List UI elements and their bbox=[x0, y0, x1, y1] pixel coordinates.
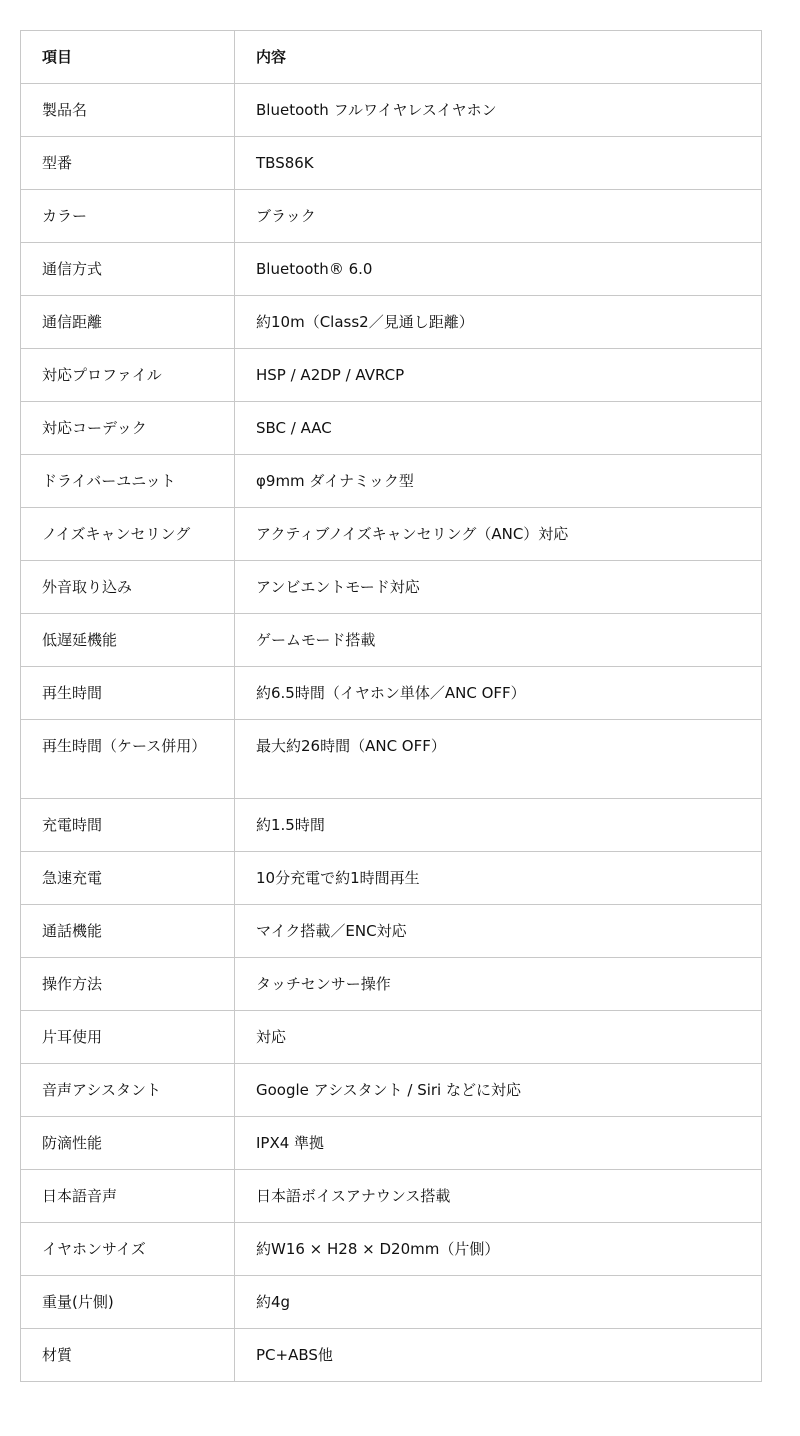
column-header-content: 内容 bbox=[235, 31, 762, 84]
spec-value-cell bbox=[235, 137, 762, 190]
spec-value-cell bbox=[235, 84, 762, 137]
table-row bbox=[21, 1117, 762, 1170]
table-row bbox=[21, 667, 762, 720]
spec-value: SBC / AAC bbox=[256, 419, 332, 437]
spec-label-cell bbox=[21, 1170, 235, 1223]
spec-label: 防滴性能 bbox=[42, 1134, 103, 1152]
spec-value: 最大約26時間（ANC OFF） bbox=[256, 737, 446, 755]
table-row bbox=[21, 1064, 762, 1117]
spec-label: ドライバーユニット bbox=[42, 472, 176, 490]
spec-label: 操作方法 bbox=[42, 975, 103, 993]
spec-label-cell bbox=[21, 1064, 235, 1117]
spec-value: アンビエントモード対応 bbox=[256, 578, 420, 596]
spec-label: 急速充電 bbox=[42, 869, 103, 887]
spec-value-cell bbox=[235, 1276, 762, 1329]
spec-value-cell bbox=[235, 402, 762, 455]
spec-label-cell bbox=[21, 349, 235, 402]
table-row bbox=[21, 243, 762, 296]
spec-label-cell bbox=[21, 667, 235, 720]
spec-value: Bluetooth フルワイヤレスイヤホン bbox=[256, 101, 497, 119]
spec-label-cell bbox=[21, 508, 235, 561]
table-row bbox=[21, 455, 762, 508]
spec-label-cell bbox=[21, 852, 235, 905]
spec-value-cell bbox=[235, 455, 762, 508]
spec-value: PC+ABS他 bbox=[256, 1346, 333, 1364]
spec-value: ゲームモード搭載 bbox=[256, 631, 376, 649]
spec-label-cell bbox=[21, 1011, 235, 1064]
table-row bbox=[21, 137, 762, 190]
table-row bbox=[21, 614, 762, 667]
spec-value: 約4g bbox=[256, 1293, 291, 1311]
spec-value: Google アシスタント / Siri などに対応 bbox=[256, 1081, 521, 1099]
spec-value-cell bbox=[235, 296, 762, 349]
spec-label-cell bbox=[21, 402, 235, 455]
spec-label: 製品名 bbox=[42, 101, 88, 119]
spec-value-cell bbox=[235, 1223, 762, 1276]
spec-label: 再生時間 bbox=[42, 684, 103, 702]
spec-label: 低遅延機能 bbox=[42, 631, 118, 649]
spec-label-cell bbox=[21, 1276, 235, 1329]
spec-value-cell bbox=[235, 720, 762, 799]
spec-label: ノイズキャンセリング bbox=[42, 525, 191, 543]
spec-value-cell bbox=[235, 958, 762, 1011]
table-row bbox=[21, 1276, 762, 1329]
spec-label: 音声アシスタント bbox=[42, 1081, 161, 1099]
spec-label: 外音取り込み bbox=[42, 578, 133, 596]
spec-label: 充電時間 bbox=[42, 816, 103, 834]
spec-label: 再生時間（ケース併用） bbox=[42, 737, 207, 755]
spec-label-cell bbox=[21, 720, 235, 799]
spec-label-cell bbox=[21, 84, 235, 137]
table-row bbox=[21, 1170, 762, 1223]
spec-value-cell bbox=[235, 190, 762, 243]
spec-label: 材質 bbox=[42, 1346, 73, 1364]
spec-label-cell bbox=[21, 455, 235, 508]
spec-value: 約1.5時間 bbox=[256, 816, 325, 834]
spec-value-cell bbox=[235, 799, 762, 852]
spec-label: 通信距離 bbox=[42, 313, 103, 331]
spec-label: 日本語音声 bbox=[42, 1187, 118, 1205]
spec-label-cell bbox=[21, 958, 235, 1011]
spec-value: 10分充電で約1時間再生 bbox=[256, 869, 420, 887]
spec-label-cell bbox=[21, 1223, 235, 1276]
table-row bbox=[21, 1329, 762, 1382]
spec-label: イヤホンサイズ bbox=[42, 1240, 146, 1258]
table-row bbox=[21, 508, 762, 561]
spec-value-cell bbox=[235, 1117, 762, 1170]
spec-table bbox=[20, 30, 762, 1382]
table-row bbox=[21, 905, 762, 958]
spec-label-cell bbox=[21, 190, 235, 243]
spec-label: 対応コーデック bbox=[42, 419, 147, 437]
spec-label-cell bbox=[21, 614, 235, 667]
spec-label-cell bbox=[21, 296, 235, 349]
spec-value-cell bbox=[235, 905, 762, 958]
spec-label-cell bbox=[21, 799, 235, 852]
table-row bbox=[21, 799, 762, 852]
spec-value-cell bbox=[235, 243, 762, 296]
spec-label: 対応プロファイル bbox=[42, 366, 162, 384]
table-row bbox=[21, 852, 762, 905]
spec-label-cell bbox=[21, 1329, 235, 1382]
spec-value-cell bbox=[235, 667, 762, 720]
spec-label: カラー bbox=[42, 207, 88, 225]
spec-label-cell bbox=[21, 561, 235, 614]
spec-label-cell bbox=[21, 1117, 235, 1170]
spec-label-cell bbox=[21, 137, 235, 190]
table-row bbox=[21, 296, 762, 349]
spec-value: 日本語ボイスアナウンス搭載 bbox=[256, 1187, 451, 1205]
spec-value: アクティブノイズキャンセリング（ANC）対応 bbox=[256, 525, 569, 543]
spec-label: 片耳使用 bbox=[42, 1028, 103, 1046]
table-header bbox=[21, 31, 762, 84]
table-body bbox=[21, 84, 762, 1382]
spec-label-cell bbox=[21, 243, 235, 296]
spec-value: ブラック bbox=[256, 207, 316, 225]
spec-value: 約10m（Class2／見通し距離） bbox=[256, 313, 474, 331]
table-row bbox=[21, 561, 762, 614]
table-row bbox=[21, 1223, 762, 1276]
spec-value: HSP / A2DP / AVRCP bbox=[256, 366, 405, 384]
spec-value-cell bbox=[235, 1064, 762, 1117]
spec-value-cell bbox=[235, 349, 762, 402]
table-row bbox=[21, 84, 762, 137]
spec-value: Bluetooth® 6.0 bbox=[256, 260, 373, 278]
table-row bbox=[21, 190, 762, 243]
spec-value: 対応 bbox=[256, 1028, 287, 1046]
table-row bbox=[21, 402, 762, 455]
spec-label: 通信方式 bbox=[42, 260, 103, 278]
spec-value-cell bbox=[235, 1011, 762, 1064]
spec-value-cell bbox=[235, 852, 762, 905]
spec-value-cell bbox=[235, 1329, 762, 1382]
spec-value: タッチセンサー操作 bbox=[256, 975, 391, 993]
spec-value: 約6.5時間（イヤホン単体／ANC OFF） bbox=[256, 684, 526, 702]
column-header-item: 項目 bbox=[21, 31, 235, 84]
spec-value: φ9mm ダイナミック型 bbox=[256, 472, 414, 490]
table-row bbox=[21, 1011, 762, 1064]
spec-label: 型番 bbox=[42, 154, 73, 172]
table-row bbox=[21, 349, 762, 402]
spec-value-cell bbox=[235, 561, 762, 614]
table-row bbox=[21, 720, 762, 799]
spec-value-cell bbox=[235, 614, 762, 667]
spec-label: 通話機能 bbox=[42, 922, 103, 940]
spec-value-cell bbox=[235, 1170, 762, 1223]
spec-value: マイク搭載／ENC対応 bbox=[256, 922, 407, 940]
spec-value: TBS86K bbox=[256, 154, 314, 172]
spec-label-cell bbox=[21, 905, 235, 958]
spec-value: 約W16 × H28 × D20mm（片側） bbox=[256, 1240, 500, 1258]
spec-label: 重量(片側) bbox=[42, 1293, 114, 1311]
header-row bbox=[21, 31, 762, 84]
table-row bbox=[21, 958, 762, 1011]
spec-value-cell bbox=[235, 508, 762, 561]
spec-value: IPX4 準拠 bbox=[256, 1134, 325, 1152]
